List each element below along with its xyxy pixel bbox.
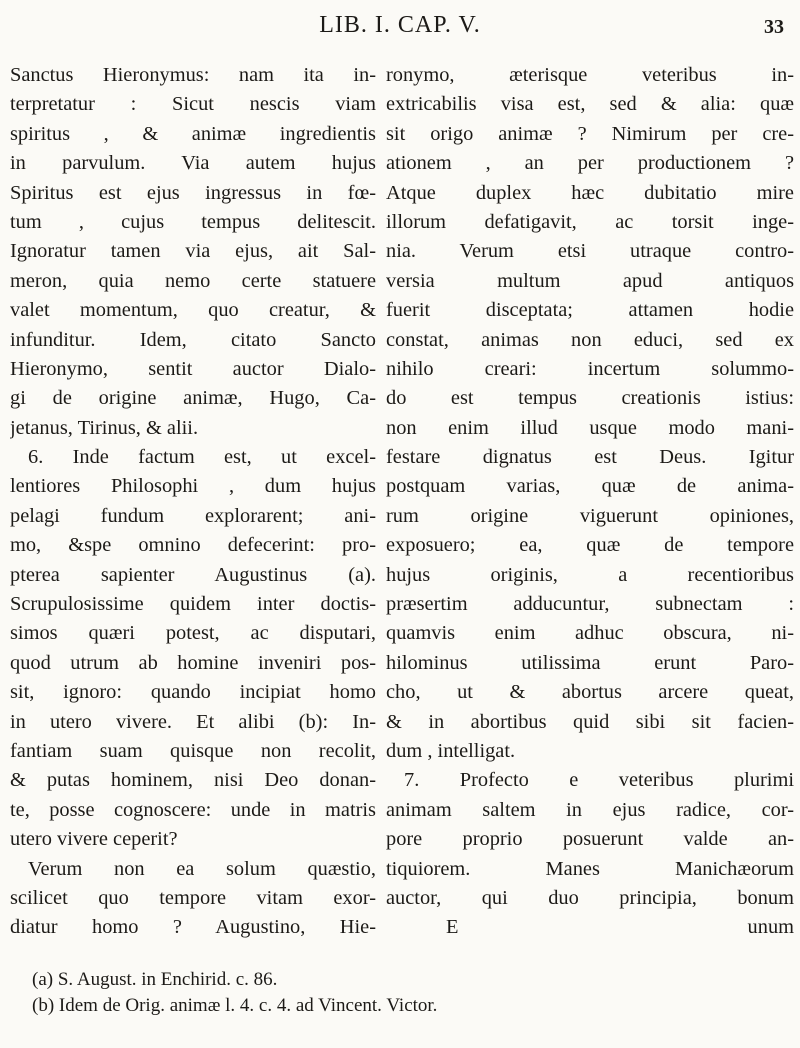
- text-line: sit origo animæ ? Nimirum per cre-: [386, 122, 794, 145]
- text-line: meron, quia nemo certe statuere: [10, 269, 376, 292]
- text-line: jetanus, Tirinus, & alii.: [10, 416, 199, 439]
- text-line: Hieronymo, sentit auctor Dialo-: [10, 357, 376, 380]
- text-line: & in abortibus quid sibi sit facien-: [386, 710, 794, 733]
- text-line: Sanctus Hieronymus: nam ita in-: [10, 64, 376, 86]
- text-line: te, posse cognoscere: unde in matris: [10, 798, 376, 821]
- text-line: pore proprio posuerunt valde an-: [386, 828, 794, 851]
- text-line: præsertim adducuntur, subnectam :: [386, 593, 794, 616]
- text-line: utero vivere ceperit?: [10, 828, 178, 851]
- text-line: Verum non ea solum quæstio,: [28, 857, 376, 880]
- text-line: fuerit disceptata; attamen hodie: [386, 299, 794, 322]
- text-line: fantiam suam quisque non recolit,: [10, 739, 376, 762]
- text-line: mo, &spe omnino defecerint: pro-: [10, 534, 376, 557]
- text-line: exposuero; ea, quæ de tempore: [386, 534, 794, 557]
- text-line: ationem , an per productionem ?: [386, 152, 794, 175]
- text-line: constat, animas non educi, sed ex: [386, 328, 794, 351]
- right-column: [386, 61, 794, 943]
- left-column: [10, 61, 376, 943]
- text-line: versia multum apud antiquos: [386, 269, 794, 292]
- text-line: festare dignatus est Deus. Igitur: [386, 446, 794, 469]
- text-line: do est tempus creationis istius:: [386, 387, 794, 410]
- text-line: pterea sapienter Augustinus (a).: [10, 563, 376, 586]
- text-line: nia. Verum etsi utraque contro-: [386, 240, 794, 263]
- text-line: pelagi fundum explorarent; ani-: [10, 504, 376, 527]
- page-header: [0, 6, 800, 46]
- text-line: illorum defatigavit, ac torsit inge-: [386, 210, 794, 233]
- text-line: auctor, qui duo principia, bonum: [386, 886, 794, 909]
- text-line: lentiores Philosophi , dum hujus: [10, 475, 376, 498]
- text-line: ronymo, æterisque veteribus in-: [386, 64, 794, 86]
- text-line: in parvulum. Via autem hujus: [10, 152, 376, 175]
- footnote-a: (a) S. August. in Enchirid. c. 86.: [32, 969, 278, 990]
- text-line: animam saltem in ejus radice, cor-: [386, 798, 794, 821]
- text-line: 6. Inde factum est, ut excel-: [28, 446, 376, 469]
- catchword-line: E unum: [446, 916, 794, 939]
- footnote-b: (b) Idem de Orig. animæ l. 4. c. 4. ad Vincent. Victor.: [32, 995, 438, 1016]
- text-line: gi de origine animæ, Hugo, Ca-: [10, 387, 376, 410]
- text-line: sit, ignoro: quando incipiat homo: [10, 681, 376, 704]
- text-line: Spiritus est ejus ingressus in fœ-: [10, 181, 376, 204]
- text-line: non enim illud usque modo mani-: [386, 416, 794, 439]
- text-line: hujus originis, a recentioribus: [386, 563, 794, 586]
- text-line: & putas hominem, nisi Deo donan-: [10, 769, 376, 792]
- text-line: Scrupulosissime quidem inter doctis-: [10, 593, 376, 616]
- text-line: valet momentum, quo creatur, &: [10, 299, 376, 322]
- text-line: terpretatur : Sicut nescis viam: [10, 93, 376, 116]
- text-line: tiquiorem. Manes Manichæorum: [386, 857, 794, 880]
- running-head: LIB. I. CAP. V.: [319, 12, 481, 38]
- text-line: spiritus , & animæ ingredientis: [10, 122, 376, 145]
- text-line: scilicet quo tempore vitam exor-: [10, 886, 376, 909]
- page-number: 33: [764, 16, 784, 38]
- text-line: infunditur. Idem, citato Sancto: [10, 328, 376, 351]
- text-line: Ignoratur tamen via ejus, ait Sal-: [10, 240, 376, 263]
- text-line: simos quæri potest, ac disputari,: [10, 622, 376, 645]
- text-line: Atque duplex hæc dubitatio mire: [386, 181, 794, 204]
- text-line: extricabilis visa est, sed & alia: quæ: [386, 93, 794, 116]
- text-line: postquam varias, quæ de anima-: [386, 475, 794, 498]
- text-line: rum origine viguerunt opiniones,: [386, 504, 794, 527]
- text-line: diatur homo ? Augustino, Hie-: [10, 916, 376, 939]
- text-line: cho, ut & abortus arcere queat,: [386, 681, 794, 704]
- text-line: quod utrum ab homine inveniri pos-: [10, 651, 376, 674]
- text-line: 7. Profecto e veteribus plurimi: [404, 769, 794, 792]
- text-line: nihilo creari: incertum solummo-: [386, 357, 794, 380]
- text-line: quamvis enim adhuc obscura, ni-: [386, 622, 794, 645]
- text-line: in utero vivere. Et alibi (b): In-: [10, 710, 376, 733]
- footnotes: [32, 967, 772, 1019]
- text-line: hilominus utilissima erunt Paro-: [386, 651, 794, 674]
- text-line: dum , intelligat.: [386, 739, 516, 762]
- text-line: tum , cujus tempus delitescit.: [10, 210, 376, 233]
